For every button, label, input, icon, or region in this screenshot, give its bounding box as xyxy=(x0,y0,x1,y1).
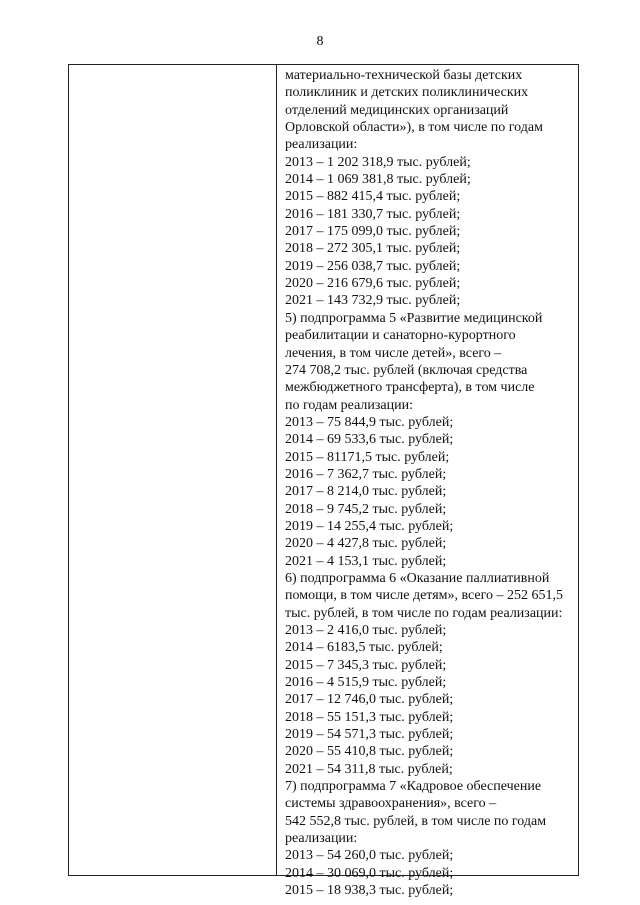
text-line: помощи, в том числе детям», всего – 252 651,5 xyxy=(285,588,564,604)
text-line: реабилитации и санаторно-курортного xyxy=(285,328,516,344)
text-line: 2013 – 54 260,0 тыс. рублей; xyxy=(285,848,454,864)
text-line: 6) подпрограмма 6 «Оказание паллиативной xyxy=(285,570,550,586)
text-line: 7) подпрограмма 7 «Кадровое обеспечение xyxy=(285,779,542,795)
text-line: 2014 – 69 533,6 тыс. рублей; xyxy=(285,432,454,448)
text-line: 2016 – 7 362,7 тыс. рублей; xyxy=(285,466,447,482)
text-line: 2014 – 6183,5 тыс. рублей; xyxy=(285,640,443,656)
text-line: отделений медицинских организаций xyxy=(285,102,509,118)
text-line: 2019 – 54 571,3 тыс. рублей; xyxy=(285,727,454,743)
text-line: реализации: xyxy=(285,831,358,847)
text-line: 2021 – 143 732,9 тыс. рублей; xyxy=(285,293,461,309)
text-line: 2019 – 256 038,7 тыс. рублей; xyxy=(285,258,461,274)
text-line: 2016 – 181 330,7 тыс. рублей; xyxy=(285,206,461,222)
text-line: 2017 – 12 746,0 тыс. рублей; xyxy=(285,692,454,708)
page-number: 8 xyxy=(316,34,324,49)
text-line: 2015 – 7 345,3 тыс. рублей; xyxy=(285,657,447,673)
text-line: реализации: xyxy=(285,137,358,153)
text-line: 2016 – 4 515,9 тыс. рублей; xyxy=(285,675,447,691)
text-line: 2020 – 216 679,6 тыс. рублей; xyxy=(285,276,461,292)
text-line: 2013 – 75 844,9 тыс. рублей; xyxy=(285,414,454,430)
text-line: системы здравоохранения», всего – xyxy=(285,796,497,812)
text-line: Орловской области»), в том числе по годам xyxy=(285,120,543,136)
text-line: 2014 – 30 069,0 тыс. рублей; xyxy=(285,865,454,881)
text-line: межбюджетного трансферта), в том числе xyxy=(285,380,535,396)
text-line: 2014 – 1 069 381,8 тыс. рублей; xyxy=(285,172,471,188)
text-line: 2015 – 81171,5 тыс. рублей; xyxy=(285,449,450,465)
text-line: по годам реализации: xyxy=(285,397,413,413)
text-line: 2020 – 55 410,8 тыс. рублей; xyxy=(285,744,454,760)
text-line: 2017 – 175 099,0 тыс. рублей; xyxy=(285,224,461,240)
text-line: 5) подпрограмма 5 «Развитие медицинской xyxy=(285,310,543,326)
text-line: 2015 – 18 938,3 тыс. рублей; xyxy=(285,883,454,899)
text-line: тыс. рублей, в том числе по годам реализации: xyxy=(285,605,563,621)
text-line: 274 708,2 тыс. рублей (включая средства xyxy=(285,362,528,378)
text-line: материально-технической базы детских xyxy=(285,68,523,83)
text-line: 2021 – 4 153,1 тыс. рублей; xyxy=(285,553,447,569)
document-table xyxy=(68,64,579,899)
text-line: 2018 – 9 745,2 тыс. рублей; xyxy=(285,501,447,517)
text-line: 2015 – 882 415,4 тыс. рублей; xyxy=(285,189,461,205)
text-line: 2013 – 1 202 318,9 тыс. рублей; xyxy=(285,154,471,170)
text-line: 2021 – 54 311,8 тыс. рублей; xyxy=(285,761,453,777)
text-line: поликлиник и детских поликлинических xyxy=(285,85,529,101)
table-left-cell xyxy=(69,65,277,875)
text-line: 2018 – 272 305,1 тыс. рублей; xyxy=(285,241,461,257)
text-line: 542 552,8 тыс. рублей, в том числе по годам xyxy=(285,813,547,829)
text-line: 2020 – 4 427,8 тыс. рублей; xyxy=(285,536,447,552)
text-line: 2017 – 8 214,0 тыс. рублей; xyxy=(285,484,447,500)
text-line: 2018 – 55 151,3 тыс. рублей; xyxy=(285,709,454,725)
table-right-cell xyxy=(285,67,575,899)
text-line: 2019 – 14 255,4 тыс. рублей; xyxy=(285,518,454,534)
text-line: 2013 – 2 416,0 тыс. рублей; xyxy=(285,623,447,638)
text-line: лечения, в том числе детей», всего – xyxy=(285,345,502,361)
